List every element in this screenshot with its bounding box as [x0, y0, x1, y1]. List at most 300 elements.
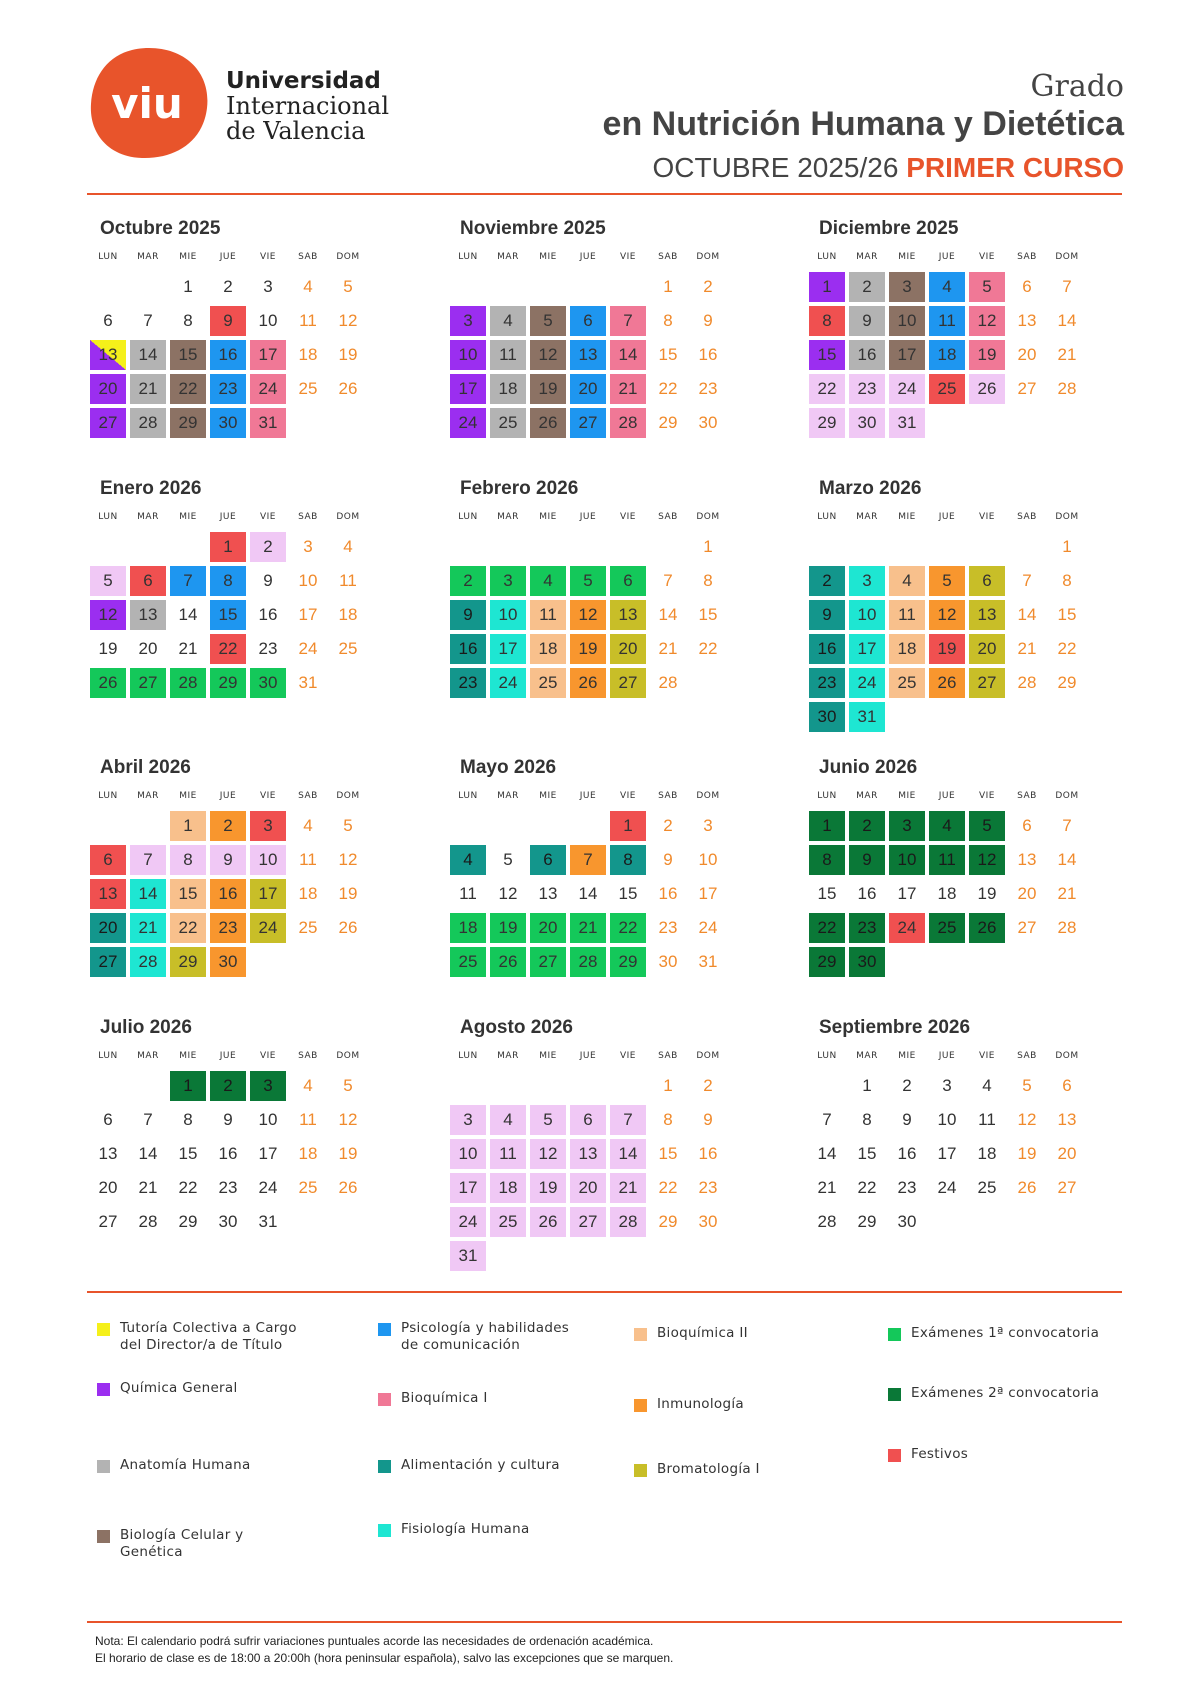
- weekday-label: MAR: [856, 1051, 878, 1061]
- day-cell: [889, 566, 925, 596]
- day-number: 13: [578, 345, 598, 364]
- month-title: Diciembre 2025: [819, 218, 959, 239]
- footnote-line1: Nota: El calendario podrá sufrir variaciones puntuales acorde las necesidades de ordenación académica.: [95, 1634, 654, 1648]
- day-cell: [809, 811, 845, 841]
- day-number: 24: [298, 639, 318, 658]
- day-cell: [1049, 1071, 1085, 1101]
- month-calendar: [448, 478, 748, 700]
- day-number: 5: [942, 571, 952, 590]
- legend-swatch: [378, 1393, 391, 1406]
- day-number: 10: [498, 605, 518, 624]
- day-cell: [809, 408, 845, 438]
- day-cell: [929, 811, 965, 841]
- day-cell: [1049, 1105, 1085, 1135]
- day-cell: [1009, 272, 1045, 302]
- day-cell: [1009, 1139, 1045, 1169]
- day-cell: [530, 374, 566, 404]
- day-number: 13: [1017, 311, 1037, 330]
- day-number: 22: [1057, 639, 1077, 658]
- day-cell: [690, 1139, 726, 1169]
- day-number: 14: [817, 1144, 837, 1163]
- day-number: 8: [223, 571, 233, 590]
- month-title: Febrero 2026: [460, 478, 579, 499]
- legend-swatch: [97, 1530, 110, 1543]
- day-cell: [1049, 634, 1085, 664]
- day-number: 20: [1017, 884, 1037, 903]
- month-title: Enero 2026: [100, 478, 202, 499]
- day-number: 20: [1057, 1144, 1077, 1163]
- legend-swatch: [634, 1399, 647, 1412]
- day-number: 13: [578, 1144, 598, 1163]
- day-cell: [650, 1207, 686, 1237]
- day-cell: [809, 845, 845, 875]
- month-calendar: [807, 478, 1107, 734]
- day-number: 24: [857, 673, 877, 692]
- day-number: 24: [258, 918, 278, 937]
- day-cell: [650, 845, 686, 875]
- weekday-label: SAB: [298, 1051, 318, 1061]
- day-number: 14: [618, 1144, 638, 1163]
- day-number: 21: [578, 918, 598, 937]
- weekday-label: SAB: [298, 252, 318, 262]
- empty-cell: [568, 530, 608, 564]
- month-calendar: [88, 218, 388, 440]
- day-cell: [250, 566, 286, 596]
- day-cell: [490, 1105, 526, 1135]
- day-cell: [1049, 374, 1085, 404]
- empty-cell: [448, 530, 488, 564]
- header-degree-name: en Nutrición Humana y Dietética: [602, 105, 1124, 143]
- empty-cell: [448, 809, 488, 843]
- empty-cell: [807, 1069, 847, 1103]
- day-number: 17: [897, 884, 917, 903]
- month-title: Julio 2026: [100, 1017, 192, 1038]
- day-number: 20: [618, 639, 638, 658]
- day-cell: [650, 1071, 686, 1101]
- day-cell: [1009, 306, 1045, 336]
- day-cell: [809, 879, 845, 909]
- day-number: 16: [857, 884, 877, 903]
- day-cell: [450, 566, 486, 596]
- weekday-label: DOM: [696, 1051, 720, 1061]
- day-number: 30: [698, 1212, 718, 1231]
- day-number: 4: [303, 1076, 313, 1095]
- empty-cell: [448, 1069, 488, 1103]
- page-header: [603, 70, 1124, 188]
- day-cell: [570, 947, 606, 977]
- weekday-label: DOM: [696, 791, 720, 801]
- weekday-label: DOM: [1055, 791, 1079, 801]
- day-cell: [969, 913, 1005, 943]
- day-cell: [969, 272, 1005, 302]
- empty-cell: [168, 530, 208, 564]
- day-number: 24: [897, 918, 917, 937]
- day-number: 6: [103, 1110, 113, 1129]
- weekday-label: SAB: [658, 1051, 678, 1061]
- weekday-label: SAB: [298, 791, 318, 801]
- day-number: 15: [658, 1144, 678, 1163]
- day-number: 27: [98, 413, 118, 432]
- weekday-label: MAR: [137, 252, 159, 262]
- day-cell: [330, 374, 366, 404]
- day-number: 26: [338, 1178, 358, 1197]
- day-cell: [570, 566, 606, 596]
- day-number: 3: [902, 277, 912, 296]
- day-cell: [130, 947, 166, 977]
- logo-line3: de Valencia: [226, 117, 366, 145]
- day-number: 10: [937, 1110, 957, 1129]
- day-cell: [330, 845, 366, 875]
- day-number: 17: [258, 884, 278, 903]
- day-number: 8: [183, 1110, 193, 1129]
- day-number: 2: [703, 1076, 713, 1095]
- day-cell: [290, 1139, 326, 1169]
- weekday-label: JUE: [938, 791, 956, 801]
- legend-item: [888, 1385, 1099, 1402]
- day-number: 28: [618, 413, 638, 432]
- weekday-label: LUN: [98, 791, 118, 801]
- legend-label: Exámenes 2ª convocatoria: [911, 1385, 1100, 1401]
- day-number: 23: [698, 379, 718, 398]
- day-number: 7: [143, 1110, 153, 1129]
- weekday-label: LUN: [817, 1051, 837, 1061]
- viu-logo: [87, 46, 212, 161]
- month-title: Junio 2026: [819, 757, 918, 778]
- day-number: 27: [578, 413, 598, 432]
- day-cell: [90, 913, 126, 943]
- day-number: 17: [298, 605, 318, 624]
- day-cell: [90, 668, 126, 698]
- day-number: 23: [658, 918, 678, 937]
- day-number: 15: [178, 1144, 198, 1163]
- day-number: 16: [698, 1144, 718, 1163]
- day-cell: [530, 600, 566, 630]
- legend-item: [97, 1320, 297, 1354]
- empty-cell: [488, 530, 528, 564]
- day-cell: [610, 374, 646, 404]
- day-number: 5: [103, 571, 113, 590]
- day-number: 17: [857, 639, 877, 658]
- day-number: 18: [498, 379, 518, 398]
- empty-cell: [128, 1069, 168, 1103]
- day-number: 19: [538, 379, 558, 398]
- day-number: 24: [458, 1212, 478, 1231]
- day-cell: [250, 374, 286, 404]
- month-title: Mayo 2026: [460, 757, 557, 778]
- day-cell: [690, 879, 726, 909]
- day-cell: [849, 374, 885, 404]
- month-title: Octubre 2025: [100, 218, 221, 239]
- day-number: 24: [937, 1178, 957, 1197]
- day-number: 1: [663, 1076, 673, 1095]
- day-cell: [290, 272, 326, 302]
- day-cell: [210, 272, 246, 302]
- day-number: 6: [1022, 816, 1032, 835]
- day-cell: [130, 845, 166, 875]
- day-cell: [490, 845, 526, 875]
- day-cell: [1049, 340, 1085, 370]
- empty-cell: [528, 270, 568, 304]
- day-number: 23: [897, 1178, 917, 1197]
- day-number: 18: [458, 918, 478, 937]
- day-cell: [90, 340, 126, 370]
- day-number: 1: [1062, 537, 1072, 556]
- day-cell: [969, 1173, 1005, 1203]
- day-cell: [809, 1139, 845, 1169]
- day-number: 16: [658, 884, 678, 903]
- weekday-label: VIE: [260, 252, 276, 262]
- day-cell: [690, 566, 726, 596]
- day-number: 7: [1062, 816, 1072, 835]
- day-cell: [809, 1105, 845, 1135]
- day-number: 4: [902, 571, 912, 590]
- day-number: 9: [822, 605, 832, 624]
- weekday-label: MIE: [898, 1051, 916, 1061]
- weekday-label: JUE: [938, 512, 956, 522]
- day-cell: [1009, 600, 1045, 630]
- day-cell: [889, 668, 925, 698]
- day-grid: [88, 270, 388, 440]
- day-number: 24: [897, 379, 917, 398]
- weekday-label: VIE: [620, 252, 636, 262]
- day-number: 10: [258, 1110, 278, 1129]
- legend-label: Exámenes 1ª convocatoria: [911, 1325, 1100, 1341]
- day-cell: [530, 913, 566, 943]
- day-cell: [849, 1105, 885, 1135]
- day-cell: [290, 1071, 326, 1101]
- day-number: 20: [98, 918, 118, 937]
- day-cell: [170, 845, 206, 875]
- day-cell: [530, 1173, 566, 1203]
- day-number: 30: [218, 952, 238, 971]
- legend-item: [888, 1446, 968, 1463]
- day-cell: [170, 340, 206, 370]
- day-cell: [690, 811, 726, 841]
- day-cell: [849, 340, 885, 370]
- legend-swatch: [888, 1449, 901, 1462]
- weekday-label: LUN: [458, 252, 478, 262]
- day-number: 16: [897, 1144, 917, 1163]
- day-number: 3: [942, 1076, 952, 1095]
- day-cell: [969, 634, 1005, 664]
- day-cell: [250, 1207, 286, 1237]
- month-title: Noviembre 2025: [460, 218, 606, 239]
- day-number: 25: [298, 379, 318, 398]
- day-cell: [250, 306, 286, 336]
- day-number: 25: [538, 673, 558, 692]
- day-number: 5: [343, 277, 353, 296]
- day-cell: [290, 913, 326, 943]
- day-number: 20: [138, 639, 158, 658]
- day-cell: [690, 408, 726, 438]
- day-cell: [929, 1139, 965, 1169]
- day-cell: [809, 340, 845, 370]
- day-cell: [210, 845, 246, 875]
- day-cell: [330, 1071, 366, 1101]
- day-cell: [450, 947, 486, 977]
- day-number: 27: [98, 952, 118, 971]
- day-number: 17: [258, 1144, 278, 1163]
- legend-swatch: [634, 1464, 647, 1477]
- day-number: 22: [658, 1178, 678, 1197]
- day-cell: [250, 845, 286, 875]
- day-cell: [250, 532, 286, 562]
- day-cell: [889, 1071, 925, 1101]
- day-number: 9: [223, 850, 233, 869]
- day-cell: [170, 947, 206, 977]
- day-number: 21: [138, 1178, 158, 1197]
- day-cell: [929, 340, 965, 370]
- legend-swatch: [888, 1328, 901, 1341]
- day-cell: [130, 1139, 166, 1169]
- day-number: 7: [623, 1110, 633, 1129]
- weekday-label: MIE: [898, 791, 916, 801]
- weekday-label: SAB: [1017, 1051, 1037, 1061]
- day-cell: [969, 1139, 1005, 1169]
- day-cell: [610, 1207, 646, 1237]
- day-cell: [929, 306, 965, 336]
- day-number: 14: [1057, 850, 1077, 869]
- day-cell: [969, 340, 1005, 370]
- day-grid: [807, 530, 1107, 734]
- day-cell: [1049, 600, 1085, 630]
- day-cell: [969, 811, 1005, 841]
- empty-cell: [88, 1069, 128, 1103]
- day-number: 19: [1017, 1144, 1037, 1163]
- weekday-label: LUN: [817, 252, 837, 262]
- day-cell: [90, 306, 126, 336]
- weekday-label: VIE: [620, 1051, 636, 1061]
- day-cell: [929, 913, 965, 943]
- day-grid: [448, 270, 748, 440]
- day-cell: [809, 306, 845, 336]
- day-number: 23: [218, 379, 238, 398]
- day-number: 10: [897, 311, 917, 330]
- day-number: 13: [138, 605, 158, 624]
- legend-label: Química General: [120, 1380, 238, 1396]
- day-cell: [210, 600, 246, 630]
- day-cell: [290, 566, 326, 596]
- day-cell: [250, 1139, 286, 1169]
- day-cell: [690, 532, 726, 562]
- weekday-label: DOM: [1055, 1051, 1079, 1061]
- day-cell: [1049, 1173, 1085, 1203]
- day-number: 30: [698, 413, 718, 432]
- day-number: 11: [499, 1144, 517, 1163]
- day-cell: [290, 811, 326, 841]
- day-cell: [170, 306, 206, 336]
- day-number: 3: [862, 571, 872, 590]
- day-number: 5: [343, 816, 353, 835]
- day-number: 31: [298, 673, 318, 692]
- day-number: 24: [258, 1178, 278, 1197]
- day-cell: [530, 947, 566, 977]
- day-number: 16: [218, 345, 238, 364]
- day-cell: [849, 600, 885, 630]
- day-grid: [448, 1069, 748, 1273]
- day-cell: [210, 1139, 246, 1169]
- day-cell: [90, 600, 126, 630]
- day-cell: [170, 600, 206, 630]
- day-number: 21: [138, 918, 158, 937]
- weekday-label: JUE: [938, 1051, 956, 1061]
- day-cell: [290, 306, 326, 336]
- day-number: 9: [223, 1110, 233, 1129]
- day-cell: [849, 1207, 885, 1237]
- day-number: 8: [663, 1110, 673, 1129]
- day-number: 16: [218, 1144, 238, 1163]
- day-number: 19: [538, 1178, 558, 1197]
- day-cell: [570, 1139, 606, 1169]
- day-number: 11: [938, 850, 956, 869]
- day-number: 14: [138, 345, 158, 364]
- day-cell: [210, 947, 246, 977]
- day-cell: [889, 1173, 925, 1203]
- day-number: 31: [897, 413, 917, 432]
- day-cell: [450, 1241, 486, 1271]
- day-cell: [450, 845, 486, 875]
- day-cell: [610, 408, 646, 438]
- legend-item: [378, 1390, 488, 1407]
- day-cell: [809, 600, 845, 630]
- day-cell: [290, 668, 326, 698]
- day-cell: [809, 1173, 845, 1203]
- day-cell: [1009, 1173, 1045, 1203]
- day-number: 19: [578, 639, 598, 658]
- day-number: 23: [258, 639, 278, 658]
- day-number: 25: [298, 918, 318, 937]
- day-number: 15: [698, 605, 718, 624]
- day-cell: [210, 566, 246, 596]
- day-number: 2: [822, 571, 832, 590]
- day-cell: [610, 845, 646, 875]
- day-cell: [490, 306, 526, 336]
- day-number: 12: [578, 605, 598, 624]
- day-cell: [650, 668, 686, 698]
- day-number: 12: [98, 605, 118, 624]
- day-number: 27: [98, 1212, 118, 1231]
- day-cell: [130, 340, 166, 370]
- day-number: 10: [458, 1144, 478, 1163]
- day-cell: [450, 913, 486, 943]
- month-calendar: [88, 478, 388, 700]
- day-cell: [450, 668, 486, 698]
- day-cell: [809, 272, 845, 302]
- day-cell: [170, 668, 206, 698]
- day-cell: [250, 634, 286, 664]
- day-cell: [210, 811, 246, 841]
- weekday-label: SAB: [298, 512, 318, 522]
- day-cell: [450, 600, 486, 630]
- day-number: 16: [817, 639, 837, 658]
- day-cell: [210, 634, 246, 664]
- day-cell: [650, 947, 686, 977]
- weekday-label: DOM: [336, 791, 360, 801]
- day-number: 25: [937, 379, 957, 398]
- day-number: 18: [498, 1178, 518, 1197]
- svg-text:viu: viu: [111, 79, 183, 128]
- day-number: 30: [857, 952, 877, 971]
- day-cell: [809, 702, 845, 732]
- day-grid: [807, 809, 1107, 979]
- empty-cell: [488, 1069, 528, 1103]
- day-number: 18: [298, 884, 318, 903]
- day-number: 14: [618, 345, 638, 364]
- day-number: 28: [1017, 673, 1037, 692]
- day-number: 20: [98, 1178, 118, 1197]
- day-cell: [610, 566, 646, 596]
- day-cell: [450, 374, 486, 404]
